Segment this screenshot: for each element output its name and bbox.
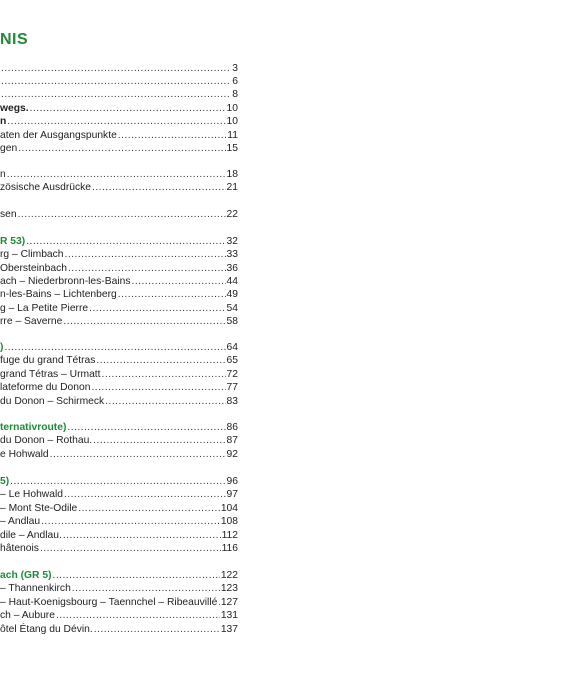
toc-entry-title: ôtel Étang du Dévin. <box>0 624 93 635</box>
toc-leader-dots <box>78 502 220 515</box>
toc-entry-title: – Andlau <box>0 516 41 527</box>
toc-entry[interactable] <box>0 381 238 394</box>
toc-leader-dots <box>18 142 225 155</box>
toc-entry[interactable] <box>0 275 238 288</box>
toc-leader-dots <box>67 421 225 434</box>
toc-entry-page: 97 <box>226 489 238 500</box>
toc-leader-dots <box>4 341 225 354</box>
toc-entry[interactable] <box>0 515 238 528</box>
toc-entry-page: 44 <box>226 276 238 287</box>
toc-entry[interactable] <box>0 168 238 181</box>
toc-entry-title: zösische Ausdrücke <box>0 182 92 193</box>
toc-entry[interactable] <box>0 596 238 609</box>
toc-entry-page: 65 <box>226 355 238 366</box>
toc-entry-title: rre – Saverne <box>0 316 63 327</box>
toc-entry-title: grand Tétras – Urmatt <box>0 369 101 380</box>
toc-leader-dots <box>105 395 225 408</box>
toc-leader-dots <box>63 529 221 542</box>
toc-entry-page: 131 <box>220 610 238 621</box>
toc-entry-page: 36 <box>226 263 238 274</box>
toc-leader-dots <box>1 88 231 101</box>
toc-entry[interactable] <box>0 102 238 115</box>
toc-entry[interactable] <box>0 475 238 488</box>
toc-entry[interactable] <box>0 434 238 447</box>
toc-entry[interactable] <box>0 129 238 142</box>
toc-entry-page: 116 <box>221 543 238 554</box>
toc-entry-title: – Mont Ste-Odile <box>0 503 78 514</box>
toc-entry-page: 108 <box>220 516 238 527</box>
toc-leader-dots <box>10 475 225 488</box>
toc-entry-page: 58 <box>226 316 238 327</box>
toc-entry-page: 92 <box>226 449 238 460</box>
toc-entry[interactable] <box>0 235 238 248</box>
toc-entry[interactable] <box>0 62 238 75</box>
toc-entry[interactable] <box>0 569 238 582</box>
toc-entry[interactable] <box>0 75 238 88</box>
toc-leader-dots <box>64 488 226 501</box>
toc-leader-dots <box>96 354 225 367</box>
toc-entry-title: – Thannenkirch <box>0 583 71 594</box>
toc-entry-title: ch – Aubure <box>0 610 55 621</box>
toc-entry-title: – Haut-Koenigsbourg – Taennchel – Ribeauvillé <box>0 597 218 608</box>
toc-leader-dots <box>68 262 226 275</box>
toc-entry-title: ) <box>0 342 4 353</box>
toc-entry-page: 127 <box>220 597 238 608</box>
toc-leader-dots <box>63 315 225 328</box>
toc-entry[interactable] <box>0 529 238 542</box>
toc-entry-page: 104 <box>220 503 238 514</box>
toc-leader-dots <box>1 62 231 75</box>
toc-entry[interactable] <box>0 302 238 315</box>
toc-entry-title: rg – Climbach <box>0 249 64 260</box>
toc-leader-dots <box>40 542 221 555</box>
toc-entry-title: ach (GR 5) <box>0 570 52 581</box>
toc-leader-dots <box>18 208 226 221</box>
toc-entry-page: 22 <box>226 209 238 220</box>
toc-entry[interactable] <box>0 448 238 461</box>
toc-leader-dots <box>89 302 225 315</box>
toc-entry[interactable] <box>0 142 238 155</box>
toc-entry[interactable] <box>0 262 238 275</box>
toc-entry-page: 32 <box>226 236 238 247</box>
toc-entry-page: 10 <box>226 103 238 114</box>
toc-entry-page: 83 <box>226 396 238 407</box>
toc-entry[interactable] <box>0 488 238 501</box>
toc-entry[interactable] <box>0 502 238 515</box>
toc-leader-dots <box>91 381 225 394</box>
toc-entry-page: 21 <box>226 182 238 193</box>
toc-entry-page: 11 <box>227 130 238 141</box>
toc-leader-dots <box>102 368 226 381</box>
toc-entry[interactable] <box>0 208 238 221</box>
toc-entry[interactable] <box>0 115 238 128</box>
toc-entry[interactable] <box>0 341 238 354</box>
toc-entry[interactable] <box>0 315 238 328</box>
toc-entry-page: 122 <box>220 570 238 581</box>
toc-entry[interactable] <box>0 181 238 194</box>
toc-entry-title: 5) <box>0 476 10 487</box>
toc-entry-title: du Donon – Schirmeck <box>0 396 105 407</box>
toc-entry-title: sen <box>0 209 17 220</box>
toc-entry-title: n-les-Bains – Lichtenberg <box>0 289 117 300</box>
toc-leader-dots <box>65 248 226 261</box>
toc-leader-dots <box>7 115 225 128</box>
toc-leader-dots <box>92 181 226 194</box>
toc-entry-title: aten der Ausgangspunkte <box>0 130 117 141</box>
toc-entry[interactable] <box>0 248 238 261</box>
toc-entry-title: g – La Petite Pierre <box>0 303 89 314</box>
toc-entry-title: lateforme du Donon <box>0 382 91 393</box>
toc-leader-dots <box>56 609 220 622</box>
toc-entry-page: 123 <box>220 583 238 594</box>
toc-entry-page: 49 <box>226 289 238 300</box>
toc-leader-dots <box>118 129 227 142</box>
toc-leader-dots <box>53 569 220 582</box>
toc-entry-page: 3 <box>232 63 238 74</box>
toc-entry-title: gen <box>0 143 18 154</box>
toc-leader-dots <box>93 434 225 447</box>
toc-entry-page: 15 <box>226 143 238 154</box>
toc-entry-title: dile – Andlau. <box>0 530 62 541</box>
toc-leader-dots <box>72 582 220 595</box>
toc-entry-title: du Donon – Rothau. <box>0 435 93 446</box>
toc-entry[interactable] <box>0 354 238 367</box>
toc-entry-title: ach – Niederbronn-les-Bains <box>0 276 131 287</box>
toc-entry-title: ternativroute) <box>0 422 67 433</box>
page-title: NIS <box>0 31 29 48</box>
toc-leader-dots <box>41 515 220 528</box>
toc-entry-page: 112 <box>221 530 238 541</box>
toc-entry-page: 18 <box>226 169 238 180</box>
toc-entry[interactable] <box>0 395 238 408</box>
toc-entry-title: n <box>0 116 7 127</box>
toc-entry-page: 137 <box>220 624 238 635</box>
toc-entry-page: 10 <box>226 116 238 127</box>
toc-entry-page: 33 <box>226 249 238 260</box>
toc-entry[interactable] <box>0 368 238 381</box>
toc-entry-title: R 53) <box>0 236 26 247</box>
toc-entry[interactable] <box>0 288 238 301</box>
toc-entry-page: 54 <box>226 303 238 314</box>
toc-leader-dots <box>50 448 226 461</box>
toc-entry[interactable] <box>0 421 238 434</box>
toc-leader-dots <box>132 275 226 288</box>
toc-leader-dots <box>118 288 226 301</box>
toc-entry-title: e Hohwald <box>0 449 49 460</box>
toc-entry-page: 96 <box>226 476 238 487</box>
toc-leader-dots <box>218 596 219 609</box>
toc-entry-page: 6 <box>232 76 238 87</box>
toc-leader-dots <box>26 235 225 248</box>
toc-entry-page: 8 <box>232 89 238 100</box>
toc-entry-page: 64 <box>226 342 238 353</box>
toc-leader-dots <box>1 75 231 88</box>
toc-entry-title: n <box>0 169 6 180</box>
toc-entry-page: 87 <box>226 435 238 446</box>
toc-entry[interactable] <box>0 582 238 595</box>
toc-entry[interactable] <box>0 542 238 555</box>
toc-entry[interactable] <box>0 623 238 636</box>
toc-entry-title: – Le Hohwald <box>0 489 63 500</box>
toc-entry[interactable] <box>0 88 238 101</box>
toc-leader-dots <box>7 168 226 181</box>
toc-entry-page: 77 <box>226 382 238 393</box>
toc-entry-title: fuge du grand Tétras <box>0 355 96 366</box>
toc-entry-title: hâtenois <box>0 543 39 554</box>
toc-leader-dots <box>94 623 220 636</box>
toc-entry[interactable] <box>0 609 238 622</box>
toc-leader-dots <box>30 102 226 115</box>
toc-entry-page: 72 <box>226 369 238 380</box>
toc-entry-title: Obersteinbach <box>0 263 67 274</box>
toc-entry-page: 86 <box>226 422 238 433</box>
toc-entry-title: wegs. <box>0 103 29 114</box>
